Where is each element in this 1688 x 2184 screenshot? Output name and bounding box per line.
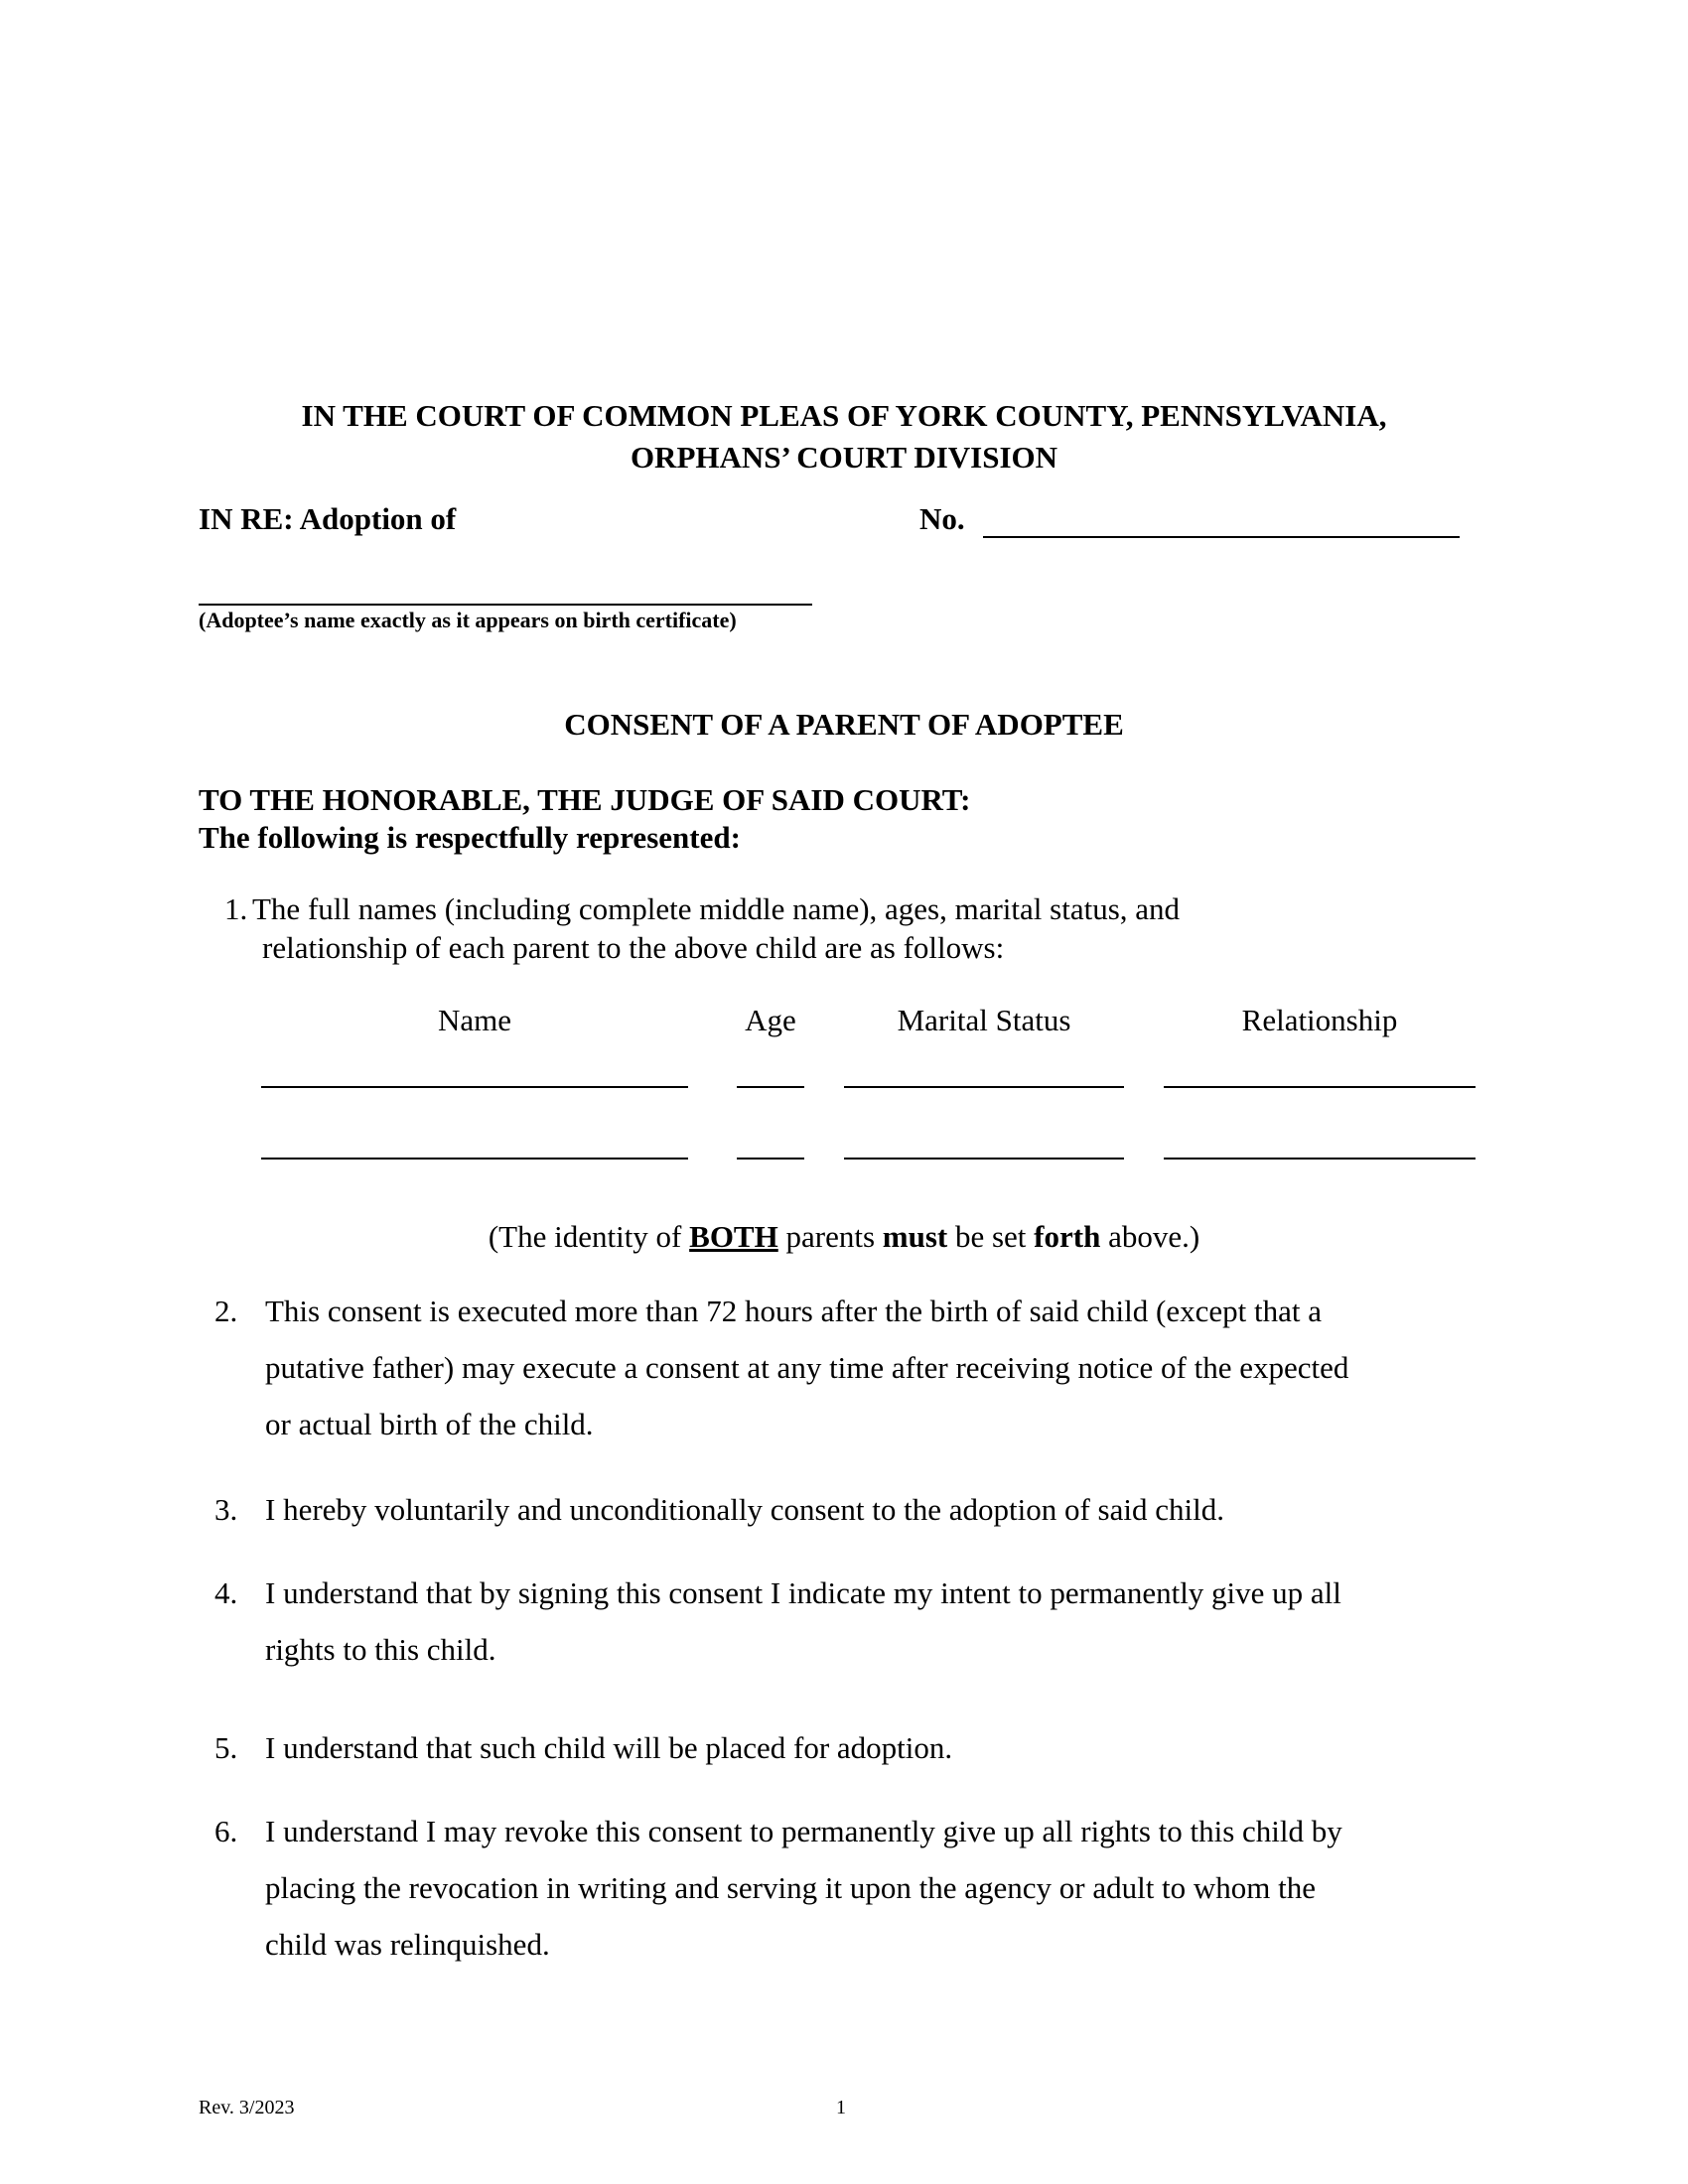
page-number: 1 [836, 2097, 846, 2118]
item-4 [214, 1565, 1456, 1678]
court-heading-line1: IN THE COURT OF COMMON PLEAS OF YORK COUNTY, PENNSYLVANIA, [301, 398, 1387, 433]
parent2-marital-status-blank[interactable] [844, 1158, 1124, 1160]
parent1-marital-status-blank[interactable] [844, 1086, 1124, 1088]
item-3 [214, 1481, 1456, 1538]
item-2 [214, 1283, 1456, 1452]
parent2-name-blank[interactable] [261, 1158, 688, 1160]
item-1-line2: relationship of each parent to the above child are as follows: [262, 930, 1005, 965]
parent2-age-blank[interactable] [737, 1158, 804, 1160]
court-heading-line2: ORPHANS’ COURT DIVISION [630, 440, 1058, 475]
item-1 [224, 889, 1317, 967]
item-2-line3: or actual birth of the child. [265, 1407, 594, 1441]
adoptee-name-blank[interactable] [199, 604, 812, 606]
in-re-label: IN RE: Adoption of [199, 501, 457, 536]
forth-emphasis: forth [1034, 1219, 1101, 1254]
parent1-name-blank[interactable] [261, 1086, 688, 1088]
identity-note-text: be set [947, 1219, 1035, 1254]
parent2-relationship-blank[interactable] [1164, 1158, 1476, 1160]
must-emphasis: must [882, 1219, 948, 1254]
both-emphasis: BOTH [689, 1219, 778, 1254]
identity-note-text: (The identity of [488, 1219, 690, 1254]
salutation-line2: The following is respectfully represented: [199, 820, 741, 855]
item-3-line1: I hereby voluntarily and unconditionally consent to the adoption of said child. [265, 1492, 1224, 1527]
item-6-line1: I understand I may revoke this consent to permanently give up all rights to this child by [265, 1814, 1342, 1848]
court-heading [0, 395, 1688, 478]
item-4-line1: I understand that by signing this consent I indicate my intent to permanently give up all [265, 1575, 1341, 1610]
table-header-name: Name [437, 1003, 512, 1037]
case-number-blank[interactable] [983, 536, 1460, 538]
item-number: 3. [214, 1492, 238, 1527]
identity-note-text: above.) [1100, 1219, 1200, 1254]
parent1-age-blank[interactable] [737, 1086, 804, 1088]
item-6-line3: child was relinquished. [265, 1927, 550, 1962]
item-number: 1. [224, 891, 248, 926]
item-2-line2: putative father) may execute a consent at any time after receiving notice of the expected [265, 1350, 1349, 1385]
table-header-relationship: Relationship [1241, 1003, 1398, 1037]
document-title: CONSENT OF A PARENT OF ADOPTEE [564, 707, 1124, 742]
item-5 [214, 1719, 1456, 1776]
parent1-relationship-blank[interactable] [1164, 1086, 1476, 1088]
item-5-line1: I understand that such child will be placed for adoption. [265, 1730, 953, 1765]
item-number: 6. [214, 1814, 238, 1848]
item-number: 4. [214, 1575, 238, 1610]
item-4-line2: rights to this child. [265, 1632, 496, 1667]
case-number-label: No. [919, 501, 965, 536]
identity-note [0, 1219, 1688, 1255]
item-6 [214, 1803, 1456, 1973]
table-header-age: Age [745, 1003, 796, 1037]
revision-label: Rev. 3/2023 [199, 2097, 295, 2118]
table-header-marital-status: Marital Status [897, 1003, 1071, 1037]
item-number: 2. [214, 1294, 238, 1328]
identity-note-text: parents [777, 1219, 883, 1254]
item-2-line1: This consent is executed more than 72 hours after the birth of said child (except that a [265, 1294, 1322, 1328]
item-6-line2: placing the revocation in writing and serving it upon the agency or adult to whom the [265, 1870, 1317, 1905]
item-1-line1: The full names (including complete middle name), ages, marital status, and [252, 891, 1181, 926]
item-number: 5. [214, 1730, 238, 1765]
adoptee-name-caption: (Adoptee’s name exactly as it appears on birth certificate) [199, 608, 737, 632]
salutation-line1: TO THE HONORABLE, THE JUDGE OF SAID COURT: [199, 782, 971, 817]
